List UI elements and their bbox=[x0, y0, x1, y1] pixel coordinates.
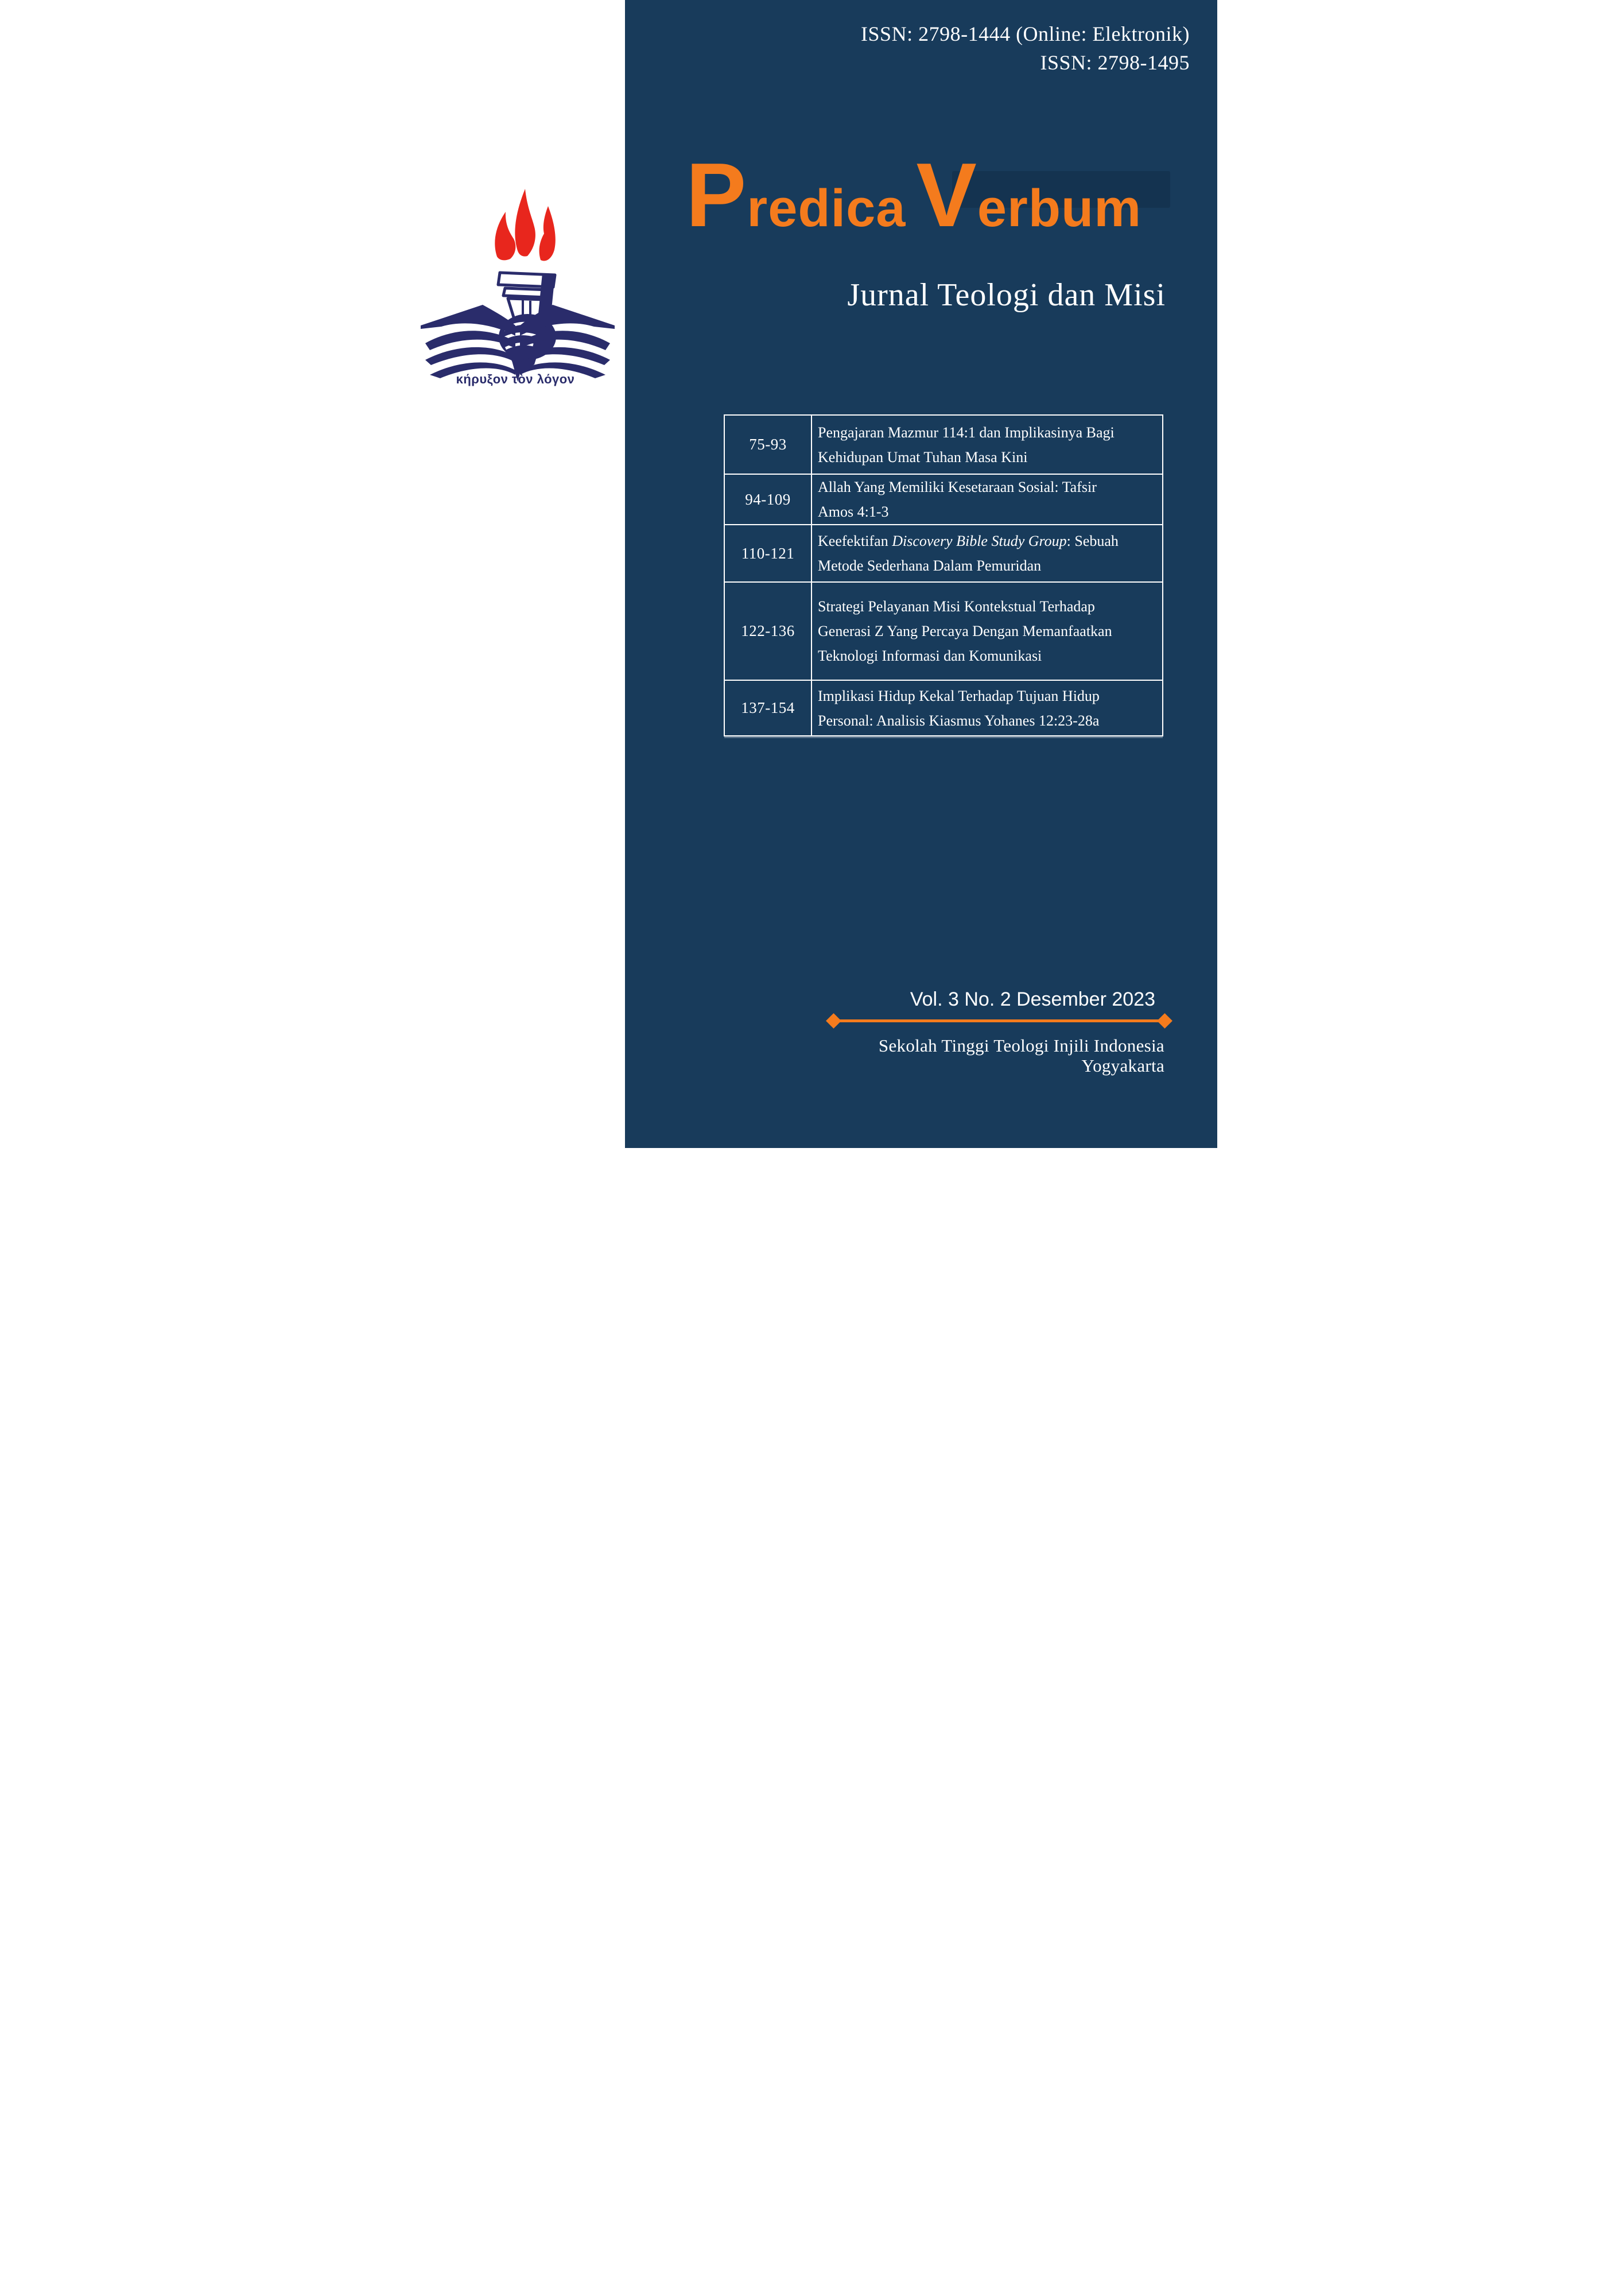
toc-pages: 122-136 bbox=[725, 583, 812, 680]
toc-title: Implikasi Hidup Kekal Terhadap Tujuan Hidup Personal: Analisis Kiasmus Yohanes 12:23-28a bbox=[818, 687, 1100, 729]
title-initial: P bbox=[686, 145, 747, 246]
toc-title: Allah Yang Memiliki Kesetaraan Sosial: Tafsir Amos 4:1-3 bbox=[818, 479, 1097, 520]
divider-line bbox=[833, 1019, 1165, 1022]
torch-book-logo-icon bbox=[410, 169, 625, 393]
toc-pages: 110-121 bbox=[725, 525, 812, 581]
toc-pages: 137-154 bbox=[725, 681, 812, 735]
journal-title bbox=[686, 145, 1142, 246]
title-rest: redica bbox=[747, 179, 906, 238]
journal-cover-page bbox=[406, 0, 1217, 1148]
toc-pages: 75-93 bbox=[725, 416, 812, 474]
logo-caption: κήρυξον τὸν λόγον bbox=[456, 372, 575, 386]
journal-subtitle: Jurnal Teologi dan Misi bbox=[847, 277, 1166, 313]
diamond-icon bbox=[1157, 1013, 1172, 1029]
title-initial: V bbox=[916, 145, 977, 246]
toc-title: Pengajaran Mazmur 114:1 dan Implikasinya Bagi Kehidupan Umat Tuhan Masa Kini bbox=[818, 424, 1115, 466]
cover-panel bbox=[625, 0, 1217, 1148]
title-rest: erbum bbox=[977, 179, 1142, 238]
toc-row bbox=[725, 581, 1162, 680]
flame-icon bbox=[495, 189, 555, 261]
publisher-block bbox=[879, 1035, 1164, 1076]
toc-row bbox=[725, 474, 1162, 524]
publisher-city: Yogyakarta bbox=[1081, 1056, 1164, 1076]
toc-title: Strategi Pelayanan Misi Kontekstual Terhadap Generasi Z Yang Percaya Dengan Memanfaatkan Teknologi Informasi dan Komunikasi bbox=[818, 598, 1112, 664]
volume-line: Vol. 3 No. 2 Desember 2023 bbox=[910, 988, 1155, 1010]
issn-print: ISSN: 2798-1495 bbox=[1040, 51, 1190, 74]
toc-row bbox=[725, 524, 1162, 581]
issn-block bbox=[861, 20, 1190, 77]
table-of-contents bbox=[724, 414, 1163, 736]
toc-pages: 94-109 bbox=[725, 475, 812, 524]
diamond-icon bbox=[826, 1013, 841, 1029]
toc-row bbox=[725, 680, 1162, 735]
publisher-name: Sekolah Tinggi Teologi Injili Indonesia bbox=[878, 1035, 1164, 1056]
toc-title: Keefektifan Discovery Bible Study Group: Sebuah Metode Sederhana Dalam Pemuridan bbox=[818, 533, 1119, 574]
toc-row bbox=[725, 416, 1162, 474]
left-strip bbox=[406, 0, 625, 1148]
issn-online: ISSN: 2798-1444 (Online: Elektronik) bbox=[861, 22, 1190, 45]
